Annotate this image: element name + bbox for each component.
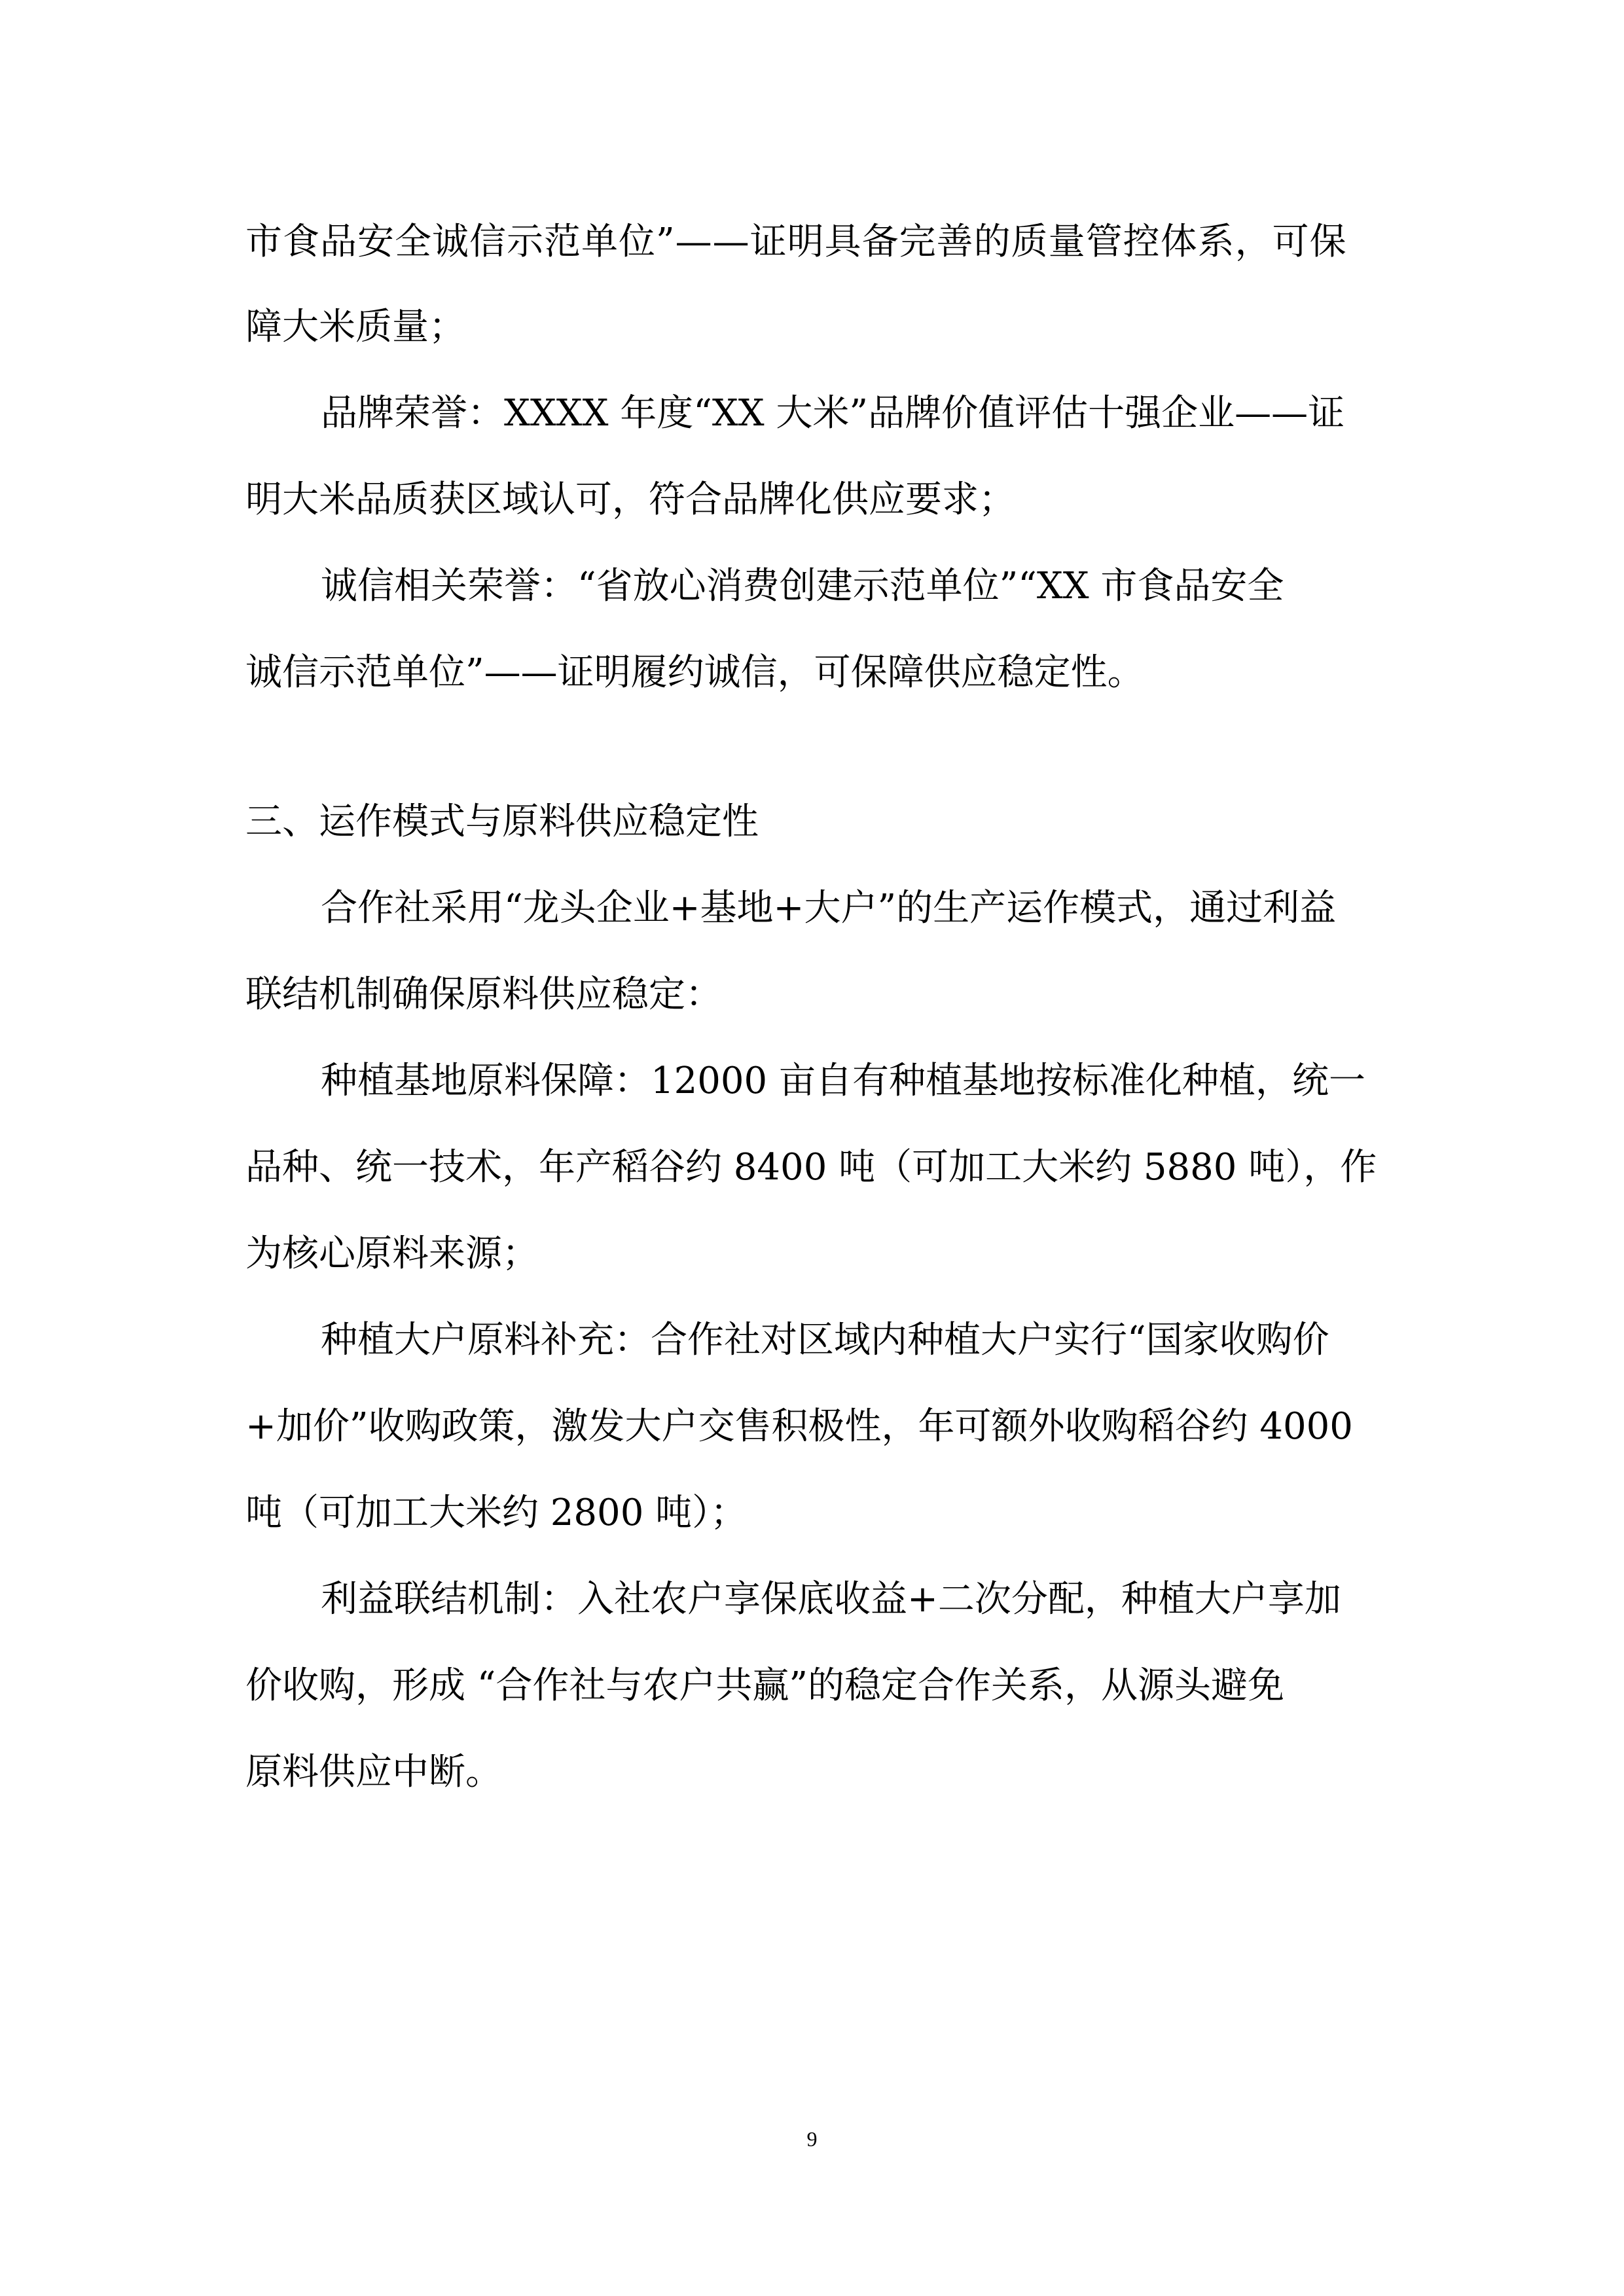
paragraph-line: 价收购，形成 “合作社与农户共赢”的稳定合作关系，从源头避免: [245, 1664, 1285, 1707]
paragraph-line: 品牌荣誉：XXXX 年度“XX 大米”品牌价值评估十强企业——证: [321, 392, 1345, 435]
paragraph-line: 市食品安全诚信示范单位”——证明具备完善的质量管控体系，可保: [245, 221, 1347, 263]
paragraph-line: 障大米质量；: [245, 306, 465, 348]
paragraph-line: 利益联结机制：入社农户享保底收益+二次分配，种植大户享加: [321, 1578, 1341, 1621]
paragraph-line: 明大米品质获区域认可，符合品牌化供应要求；: [245, 478, 1015, 521]
paragraph-line: 联结机制确保原料供应稳定：: [245, 973, 722, 1016]
paragraph-line: 原料供应中断。: [245, 1751, 502, 1793]
page-number: 9: [806, 2127, 818, 2151]
paragraph-line: 诚信示范单位”——证明履约诚信，可保障供应稳定性。: [245, 651, 1144, 694]
paragraph-line: 品种、统一技术，年产稻谷约 8400 吨（可加工大米约 5880 吨），作: [245, 1146, 1377, 1189]
paragraph-line: 种植基地原料保障：12000 亩自有种植基地按标准化种植，统一: [321, 1060, 1365, 1102]
paragraph-line: 诚信相关荣誉：“省放心消费创建示范单位”“XX 市食品安全: [321, 565, 1284, 607]
section-heading: 三、运作模式与原料供应稳定性: [245, 800, 759, 843]
paragraph-line: 为核心原料来源；: [245, 1232, 539, 1275]
paragraph-line: 种植大户原料补充：合作社对区域内种植大户实行“国家收购价: [321, 1319, 1329, 1361]
paragraph-line: 吨（可加工大米约 2800 吨）；: [245, 1492, 748, 1534]
paragraph-line: +加价”收购政策，激发大户交售积极性，年可额外收购稻谷约 4000: [245, 1405, 1353, 1448]
paragraph-line: 合作社采用“龙头企业+基地+大户”的生产运作模式，通过利益: [321, 887, 1337, 929]
